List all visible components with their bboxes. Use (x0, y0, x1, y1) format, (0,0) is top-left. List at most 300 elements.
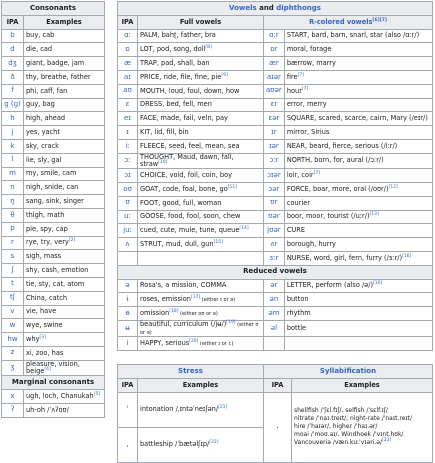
ipa-symbol[interactable]: æ (118, 57, 138, 71)
syl-line: nitrate /ˈnaɪ.treɪt/, night-rate /ˈnaɪt.reɪt/ (294, 414, 412, 422)
examples-text: wye, swine (26, 321, 63, 330)
consonant-row (2, 346, 105, 360)
ipa-symbol[interactable]: aʊ (118, 84, 138, 98)
r-colored-ipa-symbol[interactable]: ɔɪər (264, 169, 285, 183)
note-text: (either oʊ or ə) (178, 310, 218, 317)
ipa-symbol[interactable]: ɔː (118, 153, 138, 169)
examples-cell (24, 250, 105, 264)
examples-text: pleasure, vision, beige (26, 359, 80, 375)
consonant-row (2, 181, 105, 195)
examples-text: error, merry (286, 100, 327, 109)
r-colored-examples-cell (284, 321, 432, 337)
ipa-symbol[interactable]: i (118, 337, 138, 351)
examples-cell (138, 337, 264, 351)
r-colored-ipa-symbol[interactable]: ər (264, 279, 285, 293)
examples-cell (138, 43, 264, 57)
examples-cell (138, 126, 264, 140)
examples-text: PRICE, ride, file, fine, pie (140, 72, 222, 81)
consonant-row (2, 57, 105, 71)
r-colored-examples-cell (284, 84, 432, 98)
ipa-symbol[interactable]: z (2, 346, 24, 360)
consonant-row (2, 126, 105, 140)
ipa-symbol[interactable]: ʔ (2, 403, 24, 417)
r-colored-ipa-symbol[interactable]: ʌr (264, 238, 285, 252)
examples-cell (138, 29, 264, 43)
vowel-row (118, 98, 433, 112)
examples-text: PALM, bahʈ, father, bra (140, 31, 216, 40)
examples-cell (24, 167, 105, 181)
examples-text: pie, spy, cap (26, 224, 68, 233)
reduced-vowel-row (118, 307, 433, 321)
examples-cell (24, 84, 105, 98)
examples-text: CHOICE, void, foil, coin, boy (140, 171, 233, 180)
reduced-vowels-title: Reduced vowels (118, 265, 433, 279)
vowel-row (118, 112, 433, 126)
examples-text: NEAR, beard, fierce, serious (/iːr/) (286, 141, 398, 150)
examples-text: LETTER, perform (also /ə/) (286, 281, 374, 290)
ipa-symbol[interactable]: d (2, 43, 24, 57)
consonant-row (2, 70, 105, 84)
examples-text: GOOSE, food, fool, soon, chew (140, 212, 241, 221)
examples-cell (24, 208, 105, 222)
examples-cell (138, 196, 264, 210)
ipa-symbol[interactable]: x (2, 390, 24, 404)
footnote-ref[interactable]: [17] (190, 294, 201, 300)
marginal-consonant-row (2, 403, 105, 417)
examples-text: thigh, math (26, 210, 65, 219)
ipa-symbol[interactable]: ʊ (118, 196, 138, 210)
examples-text: STRUT, mud, dull, gun (140, 240, 214, 249)
stress-primary-ipa: ˈ (118, 392, 138, 427)
footnote-ref[interactable]: [16] (402, 253, 412, 259)
consonants-title: Consonants (2, 2, 105, 16)
r-colored-examples-cell (284, 307, 432, 321)
consonant-row (2, 153, 105, 167)
stress-col-ipa: IPA (118, 378, 138, 392)
r-colored-examples-cell (284, 279, 432, 293)
examples-text: SQUARE, scared, scarce, cairn, Mary (/eɪr/) (286, 114, 428, 123)
reduced-vowel-row (118, 279, 433, 293)
col-ipa-header: IPA (2, 15, 24, 29)
footnote-ref[interactable]: [10] (158, 159, 168, 165)
examples-text: DRESS, bed, fell, men (140, 100, 212, 109)
examples-cell (24, 319, 105, 333)
syl-line-text: Vancouveria /væn.kuːˈvɪəri.ə/ (294, 439, 383, 447)
examples-text: KIT, lid, fill, bin (140, 127, 189, 136)
examples-text: HAPPY, serious (140, 338, 190, 347)
ipa-symbol[interactable]: ɛ (118, 98, 138, 112)
vowel-row (118, 252, 433, 266)
r-colored-link[interactable]: R-colored vowels (309, 17, 373, 26)
examples-text: bottle (286, 323, 307, 332)
examples-text: beautiful, curriculum (/jʉ/) (140, 320, 227, 329)
r-colored-examples-cell (284, 196, 432, 210)
consonant-row (2, 112, 105, 126)
ipa-symbol[interactable]: ə (118, 279, 138, 293)
footnote-ref[interactable]: [19] (226, 319, 236, 325)
examples-text: buy, cab (26, 31, 55, 40)
r-colored-examples-cell (284, 29, 432, 43)
examples-text: moral, forage (286, 45, 332, 54)
examples-cell (138, 293, 264, 307)
examples-text: mirror, Sirius (286, 127, 330, 136)
ipa-symbol[interactable]: tʃ (2, 291, 24, 305)
footnote-ref[interactable]: [4] (44, 366, 51, 372)
ipa-symbol[interactable]: ɔɪ (118, 169, 138, 183)
examples-text: NORTH, born, for, aural (/ɔːr/) (286, 156, 384, 165)
consonant-row (2, 319, 105, 333)
examples-cell (24, 112, 105, 126)
examples-text: omission (140, 308, 170, 317)
examples-cell (24, 181, 105, 195)
r-colored-examples-cell (284, 293, 432, 307)
syl-line: shellfish /ˈʃɛl.fɪʃ/, selfish /ˈsɛlf.ɪʃ/ (294, 406, 388, 414)
examples-text: rye, try, very (26, 238, 69, 247)
examples-text: guy, bag (26, 100, 55, 109)
vowel-row (118, 139, 433, 153)
examples-text: why (26, 334, 40, 343)
ipa-symbol[interactable]: l (2, 153, 24, 167)
ipa-symbol[interactable]: p (2, 222, 24, 236)
footnote-ref[interactable]: [5] (93, 391, 101, 397)
examples-text: button (286, 295, 309, 304)
stress-secondary-ref[interactable]: [22] (209, 439, 219, 445)
examples-text: tie, sty, cat, atom (26, 279, 85, 288)
examples-cell (24, 70, 105, 84)
examples-cell (138, 112, 264, 126)
r-colored-examples-cell (284, 210, 432, 224)
ipa-symbol[interactable]: m (2, 167, 24, 181)
examples-text: LOT, pod, song, doll (140, 45, 206, 54)
footnote-ref[interactable]: [16] (373, 281, 383, 287)
examples-cell (24, 195, 105, 209)
r-colored-examples-cell (284, 112, 432, 126)
r-colored-ipa-symbol[interactable]: əm (264, 307, 285, 321)
r-colored-ipa-symbol[interactable]: ʊər (264, 210, 285, 224)
examples-text: sigh, mass (26, 252, 62, 261)
full-vowels-header (138, 15, 264, 29)
examples-text: fire (286, 72, 298, 81)
examples-cell (24, 264, 105, 278)
examples-text: courier (286, 198, 310, 207)
ipa-symbol[interactable]: uː (118, 210, 138, 224)
r-colored-ipa-symbol[interactable]: ɔːr (264, 153, 285, 169)
examples-text: yes, yacht (26, 127, 60, 136)
ipa-symbol[interactable]: hw (2, 333, 24, 347)
examples-text: shy, cash, emotion (26, 265, 89, 274)
examples-text: FORCE, boar, more, oral (/oʊr/) (286, 184, 389, 193)
stress-primary-text: intonation /ˌɪntəˈneɪʃən/ (140, 404, 219, 413)
reduced-vowel-row (118, 321, 433, 337)
examples-text: bærrow, marry (286, 58, 336, 67)
r-colored-ipa-symbol[interactable]: ʊr (264, 196, 285, 210)
footnote-ref[interactable]: [13] (369, 212, 379, 218)
r-colored-examples-cell (284, 252, 432, 266)
vowel-row (118, 238, 433, 252)
r-colored-ipa-symbol[interactable]: ɔər (264, 183, 285, 197)
examples-cell (138, 169, 264, 183)
footnote-ref[interactable]: [15] (213, 239, 223, 245)
ipa-symbol[interactable]: k (2, 139, 24, 153)
ipa-symbol[interactable]: v (2, 305, 24, 319)
r-colored-examples-cell (284, 238, 432, 252)
r-colored-ipa-symbol[interactable]: ɒr (264, 43, 285, 57)
ipa-symbol[interactable]: s (2, 250, 24, 264)
ipa-symbol[interactable]: t (2, 277, 24, 291)
stress-title (118, 365, 264, 379)
ipa-symbol[interactable]: ɑː (118, 29, 138, 43)
examples-text: cued, cute, mule, tune, queue (140, 226, 240, 235)
consonant-row (2, 264, 105, 278)
consonant-row (2, 277, 105, 291)
r-colored-examples-cell (284, 57, 432, 71)
stress-link[interactable]: Stress (178, 366, 203, 375)
ipa-symbol[interactable]: iː (118, 139, 138, 153)
ipa-symbol[interactable]: ʃ (2, 264, 24, 278)
examples-text: boor, moor, tourist (/uːr/) (286, 212, 370, 221)
footnote-ref[interactable]: [8] (205, 44, 212, 50)
examples-cell (24, 305, 105, 319)
examples-cell (24, 98, 105, 112)
examples-text: lie, sly, gal (26, 155, 62, 164)
examples-text: FLEECE, seed, feel, mean, sea (140, 141, 240, 150)
examples-cell (138, 252, 264, 266)
examples-cell (24, 139, 105, 153)
consonant-row (2, 139, 105, 153)
ipa-symbol[interactable]: ɒ (118, 43, 138, 57)
col-examples-header: Examples (24, 15, 105, 29)
vowel-row (118, 169, 433, 183)
r-colored-examples-cell (284, 169, 432, 183)
examples-text: Rosa's, a mission, COMMA (140, 281, 227, 290)
footnote-ref[interactable]: [7] (297, 72, 304, 78)
ipa-symbol[interactable]: n (2, 181, 24, 195)
examples-cell (138, 238, 264, 252)
r-colored-ipa-symbol[interactable]: ən (264, 293, 285, 307)
examples-cell (24, 346, 105, 360)
ipa-symbol[interactable]: dʒ (2, 57, 24, 71)
examples-cell (138, 279, 264, 293)
r-colored-ipa-symbol[interactable]: aɪər (264, 70, 285, 84)
examples-cell (24, 126, 105, 140)
examples-text: thy, breathe, father (26, 72, 91, 81)
ipa-symbol[interactable]: ʌ (118, 238, 138, 252)
examples-cell (138, 70, 264, 84)
r-colored-examples-cell (284, 70, 432, 84)
r-colored-examples-cell (284, 153, 432, 169)
r-colored-ipa-symbol[interactable]: əl (264, 321, 285, 337)
r-colored-examples-cell (284, 43, 432, 57)
note-text: (either ɪ or ə) (200, 297, 236, 304)
syl-col-ipa: IPA (264, 378, 292, 392)
vowel-row (118, 224, 433, 238)
examples-cell (138, 139, 264, 153)
examples-cell (24, 222, 105, 236)
examples-cell (138, 183, 264, 197)
syl-line (294, 439, 430, 447)
consonant-row (2, 222, 105, 236)
ipa-symbol[interactable]: ɪ (118, 126, 138, 140)
syl-line: moai /ˈmoʊ.aɪ/, Windhoek /ˈvɪnt.hʊk/ (294, 431, 404, 439)
vowel-row (118, 196, 433, 210)
r-colored-ipa-symbol[interactable]: ɪər (264, 139, 285, 153)
consonant-row (2, 305, 105, 319)
ipa-symbol[interactable]: f (2, 84, 24, 98)
ipa-symbol (118, 252, 138, 266)
ipa-symbol[interactable]: ʒ (2, 360, 24, 376)
examples-cell (24, 277, 105, 291)
footnote-ref[interactable]: [18] (169, 308, 179, 314)
r-colored-examples-cell (284, 139, 432, 153)
examples-cell (24, 153, 105, 167)
examples-cell (138, 321, 264, 337)
footnote-ref[interactable]: [11] (227, 184, 238, 190)
ipa-symbol[interactable]: aɪ (118, 70, 138, 84)
examples-cell (138, 57, 264, 71)
footnote-ref[interactable]: [2] (68, 238, 76, 244)
examples-cell (24, 29, 105, 43)
examples-text: NURSE, word, girl, fern, furry (/ɜːr/) (286, 253, 403, 262)
examples-text: giant, badge, jam (26, 58, 85, 67)
ipa-symbol[interactable]: juː (118, 224, 138, 238)
footnote-ref[interactable]: [7] (313, 170, 320, 176)
marginal-consonant-row (2, 390, 105, 404)
consonant-row (2, 333, 105, 347)
ipa-symbol[interactable]: θ (2, 208, 24, 222)
stress-syllabification-table (117, 364, 433, 463)
examples-cell (138, 84, 264, 98)
examples-text: sang, sink, singer (26, 196, 84, 205)
consonant-row (2, 84, 105, 98)
examples-text: xi, zoo, has (26, 348, 64, 357)
full-vowels-label: Full vowels (179, 17, 222, 26)
r-colored-ipa-symbol[interactable]: jʊər (264, 224, 285, 238)
consonants-table (1, 1, 105, 418)
examples-text: ugh, loch, Chanukah (26, 391, 94, 400)
examples-text: THOUGHT, Maud, dawn, fall, straw (140, 152, 234, 169)
consonant-row (2, 208, 105, 222)
marginal-consonants-title: Marginal consonants (2, 376, 105, 390)
stress-col-examples: Examples (138, 378, 264, 392)
examples-cell (138, 153, 264, 169)
examples-text: GOAT, code, foal, bone, go (140, 184, 228, 193)
r-colored-ipa-symbol[interactable]: ɪr (264, 126, 285, 140)
footnote-ref[interactable]: [9] (221, 72, 228, 78)
vowels-title-and: and (256, 3, 277, 12)
ipa-symbol[interactable]: b (2, 29, 24, 43)
vowels-title (118, 2, 433, 16)
r-colored-examples-cell (284, 337, 432, 351)
examples-cell (24, 403, 105, 417)
syl-ref[interactable]: [23] (382, 438, 392, 444)
r-colored-ipa-symbol[interactable]: ɜːr (264, 252, 285, 266)
vowel-row (118, 57, 433, 71)
ipa-symbol[interactable]: ŋ (2, 195, 24, 209)
examples-cell (138, 307, 264, 321)
consonant-row (2, 98, 105, 112)
examples-cell (138, 98, 264, 112)
examples-text: phi, caff, fan (26, 86, 68, 95)
footnote-ref[interactable]: [3] (39, 334, 46, 340)
stress-primary-ref[interactable]: [21] (218, 404, 228, 410)
examples-cell (24, 390, 105, 404)
ipa-symbol[interactable]: eɪ (118, 112, 138, 126)
vowels-link[interactable]: Vowels (229, 3, 257, 12)
footnote-ref[interactable]: [14] (239, 226, 249, 232)
consonant-row (2, 250, 105, 264)
examples-text: roses, emission (140, 295, 191, 304)
note-text: (either ɪ or iː) (198, 340, 234, 347)
examples-text: FACE, made, fail, veln, pay (140, 114, 228, 123)
consonant-row (2, 29, 105, 43)
examples-cell (24, 360, 105, 376)
examples-text: rhythm (286, 309, 311, 317)
diphthongs-link[interactable]: diphthongs (276, 3, 321, 12)
examples-cell (24, 43, 105, 57)
stress-secondary-example (138, 427, 264, 462)
syl-col-examples: Examples (292, 378, 433, 392)
syl-line: hire /ˈhaɪər/, higher /ˈhaɪ.ər/ (294, 423, 378, 431)
consonant-row (2, 291, 105, 305)
vowel-row (118, 183, 433, 197)
ipa-symbol[interactable]: ɡ (ɡ) (2, 98, 24, 112)
syllabification-title (264, 365, 433, 379)
r-colored-ipa-symbol[interactable]: ɛər (264, 112, 285, 126)
ipa-symbol[interactable]: w (2, 319, 24, 333)
examples-text: die, cad (26, 45, 53, 54)
ipa-symbol[interactable]: r (2, 236, 24, 250)
ipa-symbol[interactable]: ɨ (118, 293, 138, 307)
ipa-symbol[interactable]: ʉ (118, 321, 138, 337)
footnote-ref[interactable]: [12] (388, 184, 398, 190)
r-colored-header (264, 15, 433, 29)
ipa-symbol[interactable]: ɵ (118, 307, 138, 321)
vowel-row (118, 70, 433, 84)
syl-ipa: . (264, 392, 292, 462)
ipa-symbol[interactable]: h (2, 112, 24, 126)
examples-text: START, bard, barn, snarl, star (also /ɑːr/) (286, 31, 420, 40)
vowels-table (117, 1, 433, 351)
examples-cell (138, 224, 264, 238)
reduced-vowel-row (118, 293, 433, 307)
footnote-ref[interactable]: [20] (189, 338, 199, 344)
r-colored-examples-cell (284, 126, 432, 140)
examples-text: nigh, snide, can (26, 183, 79, 192)
vowel-row (118, 153, 433, 169)
ipa-symbol[interactable]: ð (2, 70, 24, 84)
vowel-col-ipa: IPA (118, 15, 138, 29)
examples-cell (24, 236, 105, 250)
consonant-row (2, 360, 105, 376)
ipa-symbol[interactable]: oʊ (118, 183, 138, 197)
ipa-symbol[interactable]: j (2, 126, 24, 140)
consonant-row (2, 167, 105, 181)
vowel-row (118, 126, 433, 140)
r-colored-examples-cell (284, 98, 432, 112)
stress-secondary-text: battleship /ˈbætəlʃɪp/ (140, 439, 210, 448)
examples-cell (138, 210, 264, 224)
stress-secondary-ipa: ˌ (118, 427, 138, 462)
r-colored-ipa-symbol[interactable]: ær (264, 57, 285, 71)
syllabification-link[interactable]: Syllabification (319, 366, 377, 375)
r-colored-ipa-symbol[interactable]: ɑːr (264, 29, 285, 43)
r-colored-ipa-symbol[interactable]: aʊər (264, 84, 285, 98)
r-colored-ipa-symbol[interactable]: ɛr (264, 98, 285, 112)
footnote-ref[interactable]: [7] (301, 86, 309, 92)
r-colored-ipa-symbol (264, 337, 285, 351)
r-colored-ref[interactable]: [6][7] (372, 17, 387, 23)
syl-examples (292, 392, 433, 462)
